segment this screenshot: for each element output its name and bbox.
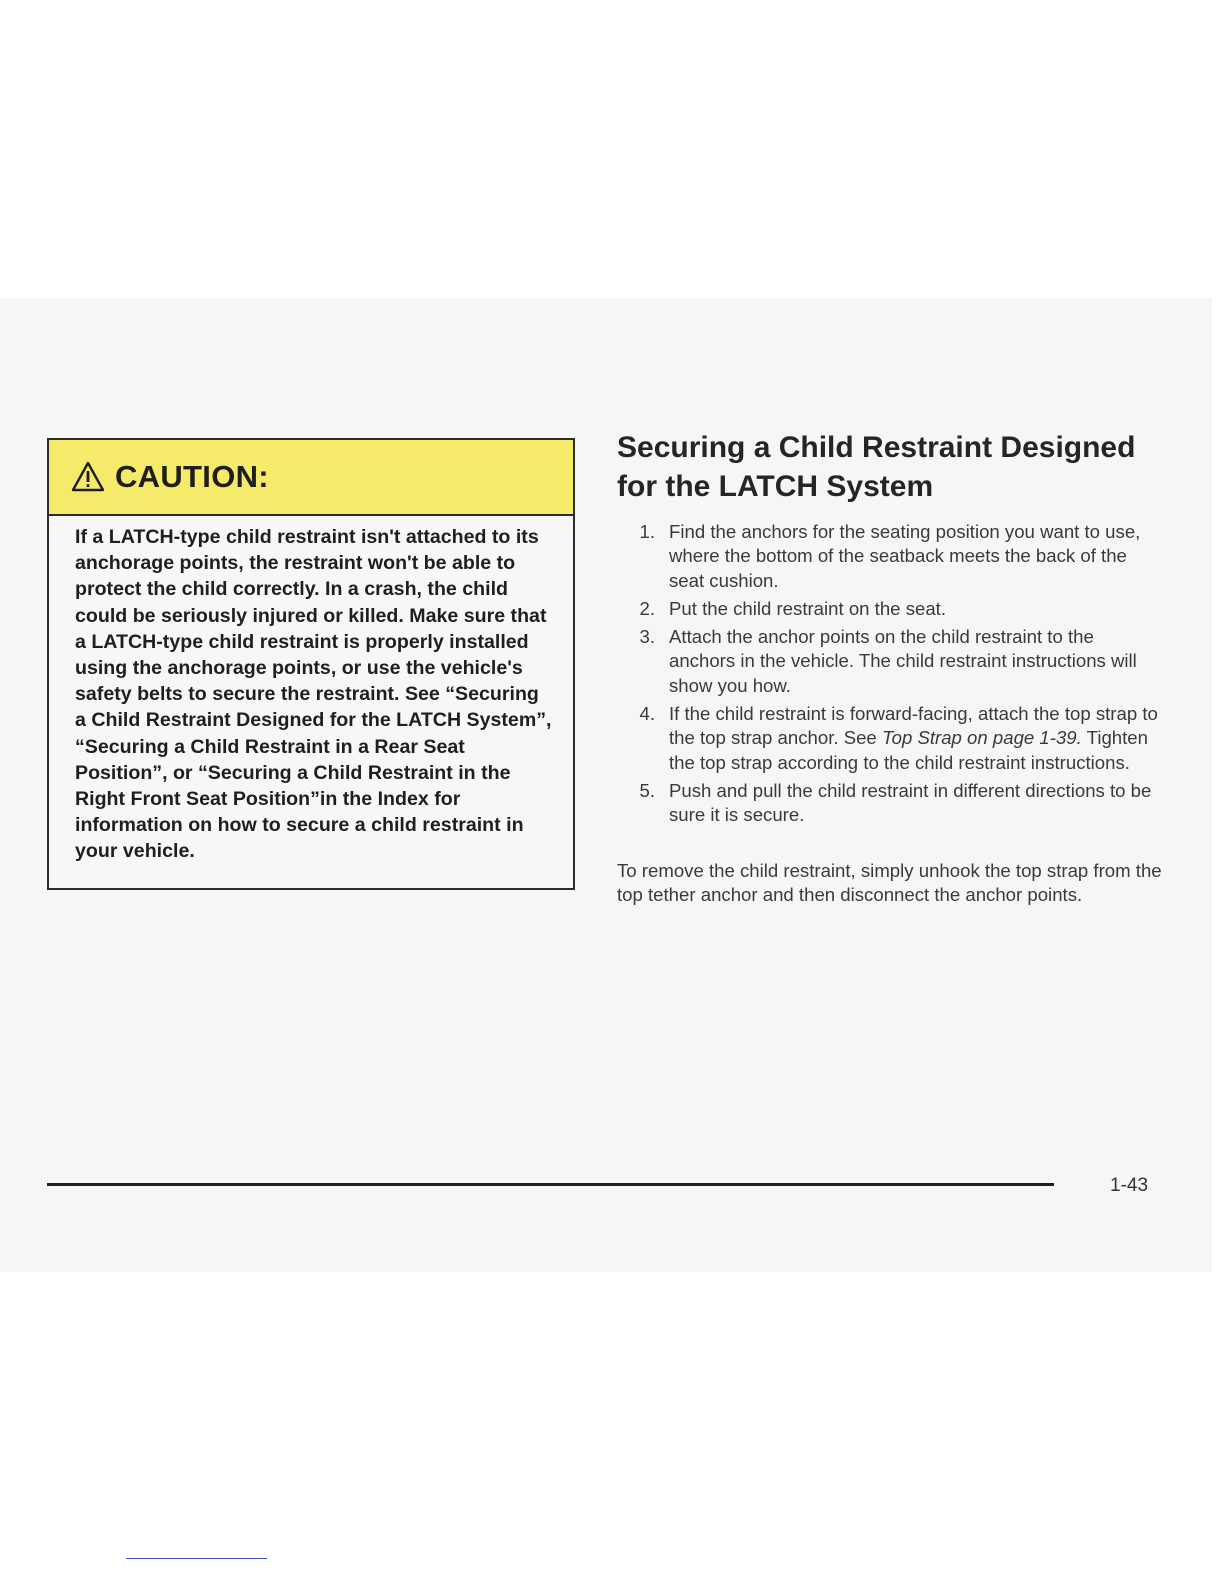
step-text-part: Tighten the top strap according to the child restraint instructions.: [669, 727, 1148, 773]
step-text: Attach the anchor points on the child restraint to the anchors in the vehicle. The child restraint instructions will show you how.: [669, 626, 1137, 696]
step-text-part: If the child restraint is forward-facing, attach the top strap to the top strap anchor. See: [669, 703, 1158, 749]
page-number: 1-43: [1110, 1175, 1149, 1196]
footer-rule: [47, 1183, 1054, 1186]
step-number: 1.: [639, 521, 655, 542]
step-item: [617, 702, 1162, 775]
step-number: 5.: [639, 779, 655, 801]
steps-list: [617, 520, 1162, 832]
link-underline: [126, 1558, 267, 1559]
caution-title: CAUTION:: [115, 459, 269, 494]
step-item: [617, 625, 1162, 698]
section-heading: Securing a Child Restraint Designed for the LATCH System: [617, 431, 1136, 503]
cross-reference-link[interactable]: Top Strap on page 1-39.: [881, 727, 1082, 749]
closing-paragraph: To remove the child restraint, simply unhook the top strap from the top tether anchor and then disconnect the anchor points.: [617, 860, 1162, 906]
step-text: Put the child restraint on the seat.: [669, 597, 946, 619]
step-number: 4.: [639, 703, 655, 725]
warning-triangle-icon: [71, 461, 105, 493]
step-number: 2.: [639, 597, 655, 619]
caution-text: If a LATCH-type child restraint isn't attached to its anchorage points, the restraint won't be able to protect the child correctly. In a crash, the child could be seriously injured or killed. Make sure that a LATCH-type child restraint is properly installed using the anchorage points, or use the vehicle's safety belts to secure the restraint. See “Securing a Child Restraint Designed for the LATCH System”, “Securing a Child Restraint in a Rear Seat Position”, or “Securing a Child Restraint in the Right Front Seat Position”in the Index for information on how to secure a child restraint in your vehicle.: [75, 526, 552, 863]
step-text: [657, 702, 1162, 775]
step-text: Push and pull the child restraint in different directions to be sure it is secure.: [669, 779, 1152, 826]
caution-box: [47, 438, 575, 890]
step-item: [617, 520, 1162, 593]
step-number: 3.: [639, 626, 655, 648]
step-item: [617, 779, 1162, 828]
step-text: Find the anchors for the seating position you want to use, where the bottom of the seatback meets the back of the seat cushion.: [669, 521, 1141, 591]
caution-header: [49, 440, 573, 516]
step-item: [617, 597, 1162, 621]
